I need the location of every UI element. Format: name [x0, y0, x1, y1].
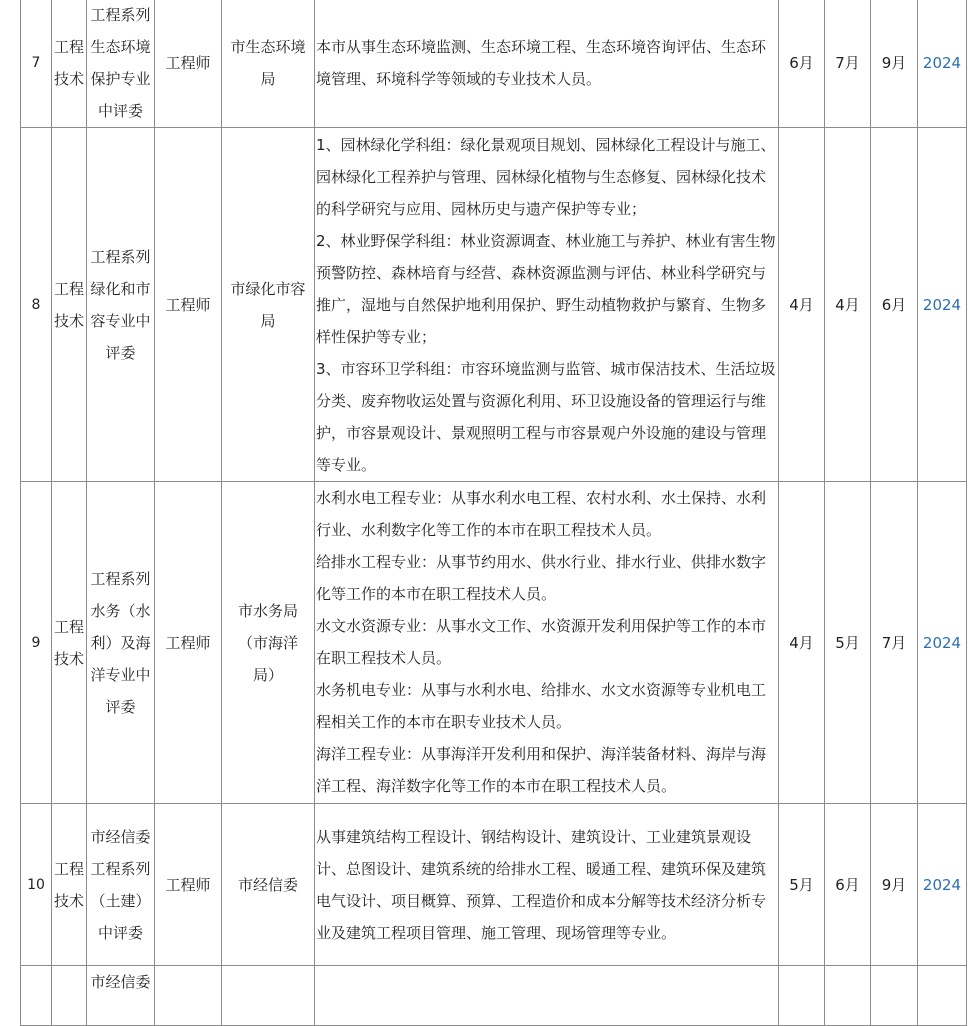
month-cell-2: 6月: [825, 804, 871, 966]
category-cell: [52, 482, 87, 804]
month-cell-1: 5月: [779, 804, 825, 966]
department-cell: [222, 482, 315, 804]
table-row: [21, 0, 967, 128]
committee-text: 市经信委工程系列（土建）中评委: [90, 827, 151, 942]
committee-cell: [87, 128, 155, 482]
description-paragraph: 2、林业野保学科组：林业资源调查、林业施工与养护、林业有害生物预警防控、森林培育与经营、森林资源监测与评估、林业科学研究与推广，湿地与自然保护地利用保护、野生动植物救护与繁育、生物多样性保护等专业；: [316, 232, 776, 346]
description-paragraph: 3、市容环卫学科组：市容环境监测与监管、城市保洁技术、生活垃圾分类、废弃物收运处置与资源化利用、环卫设施设备的管理运行与维护，市容景观设计、景观照明工程与市容景观户外设施的建设与管理等专业。: [316, 360, 776, 474]
title-cell: 工程师: [155, 128, 222, 482]
committee-cell: [87, 0, 155, 128]
description-cell: [315, 482, 779, 804]
month-cell-2: 4月: [825, 128, 871, 482]
evaluation-schedule-table: [20, 0, 967, 1026]
category-cell: [52, 0, 87, 128]
month-cell-1: 4月: [779, 128, 825, 482]
table-row: [21, 482, 967, 804]
committee-text: 工程系列绿化和市容专业中评委: [90, 247, 151, 362]
description-paragraph: 给排水工程专业：从事节约用水、供水行业、排水行业、供排水数字化等工作的本市在职工程技术人员。: [316, 553, 767, 603]
department-cell: [222, 128, 315, 482]
department-text: 市水务局（市海洋局）: [237, 601, 298, 684]
year-link[interactable]: 2024: [918, 128, 967, 482]
title-cell: 工程师: [155, 0, 222, 128]
department-cell: 市经信委: [222, 804, 315, 966]
description-paragraph: 水务机电专业：从事与水利水电、给排水、水文水资源等专业机电工程相关工作的本市在职专业技术人员。: [316, 681, 767, 731]
department-text: 市生态环境局: [230, 38, 306, 88]
year-link[interactable]: 2024: [918, 482, 967, 804]
description-cell: [315, 804, 779, 966]
committee-cell: [87, 482, 155, 804]
month-cell-3: 9月: [871, 804, 918, 966]
row-number: 8: [21, 128, 52, 482]
category-cell: [52, 804, 87, 966]
committee-text: 市经信委: [90, 973, 151, 991]
table-row: [21, 804, 967, 966]
category-text: 工程技术: [53, 279, 84, 330]
month-cell-3: 9月: [871, 0, 918, 128]
committee-text: 工程系列生态环境保护专业中评委: [90, 6, 151, 120]
category-cell: [52, 128, 87, 482]
row-number: 9: [21, 482, 52, 804]
department-text: 市绿化市容局: [230, 279, 306, 330]
row-number: 10: [21, 804, 52, 966]
month-cell-2: 5月: [825, 482, 871, 804]
month-cell-1: 6月: [779, 0, 825, 128]
category-text: 工程技术: [53, 617, 84, 668]
row-number: 7: [21, 0, 52, 128]
description-paragraph: 水文水资源专业：从事水文工作、水资源开发利用保护等工作的本市在职工程技术人员。: [316, 617, 767, 667]
month-cell-3: 7月: [871, 482, 918, 804]
description-paragraph: 本市从事生态环境监测、生态环境工程、生态环境咨询评估、生态环境管理、环境科学等领域的专业技术人员。: [316, 38, 767, 88]
committee-cell: [87, 804, 155, 966]
title-cell: 工程师: [155, 482, 222, 804]
committee-text: 工程系列水务（水利）及海洋专业中评委: [90, 569, 151, 716]
description-cell: [315, 128, 779, 482]
year-link[interactable]: 2024: [918, 804, 967, 966]
description-paragraph: 从事建筑结构工程设计、钢结构设计、建筑设计、工业建筑景观设计、总图设计、建筑系统的给排水工程、暖通工程、建筑环保及建筑电气设计、项目概算、预算、工程造价和成本分解等技术经济分析专业及建筑工程项目管理、施工管理、现场管理等专业。: [316, 827, 767, 942]
category-text: 工程技术: [53, 859, 84, 910]
description-paragraph: 水利水电工程专业：从事水利水电工程、农村水利、水土保持、水利行业、水利数字化等工作的本市在职工程技术人员。: [316, 489, 767, 539]
month-cell-2: 7月: [825, 0, 871, 128]
month-cell-1: 4月: [779, 482, 825, 804]
category-text: 工程技术: [53, 38, 84, 88]
description-cell: [315, 0, 779, 128]
year-link[interactable]: 2024: [918, 0, 967, 128]
description-paragraph: 1、园林绿化学科组：绿化景观项目规划、园林绿化工程设计与施工、园林绿化工程养护与管理、园林绿化植物与生态修复、园林绿化技术的科学研究与应用、园林历史与遗产保护等专业；: [316, 136, 776, 218]
department-cell: [222, 0, 315, 128]
title-cell: 工程师: [155, 804, 222, 966]
month-cell-3: 6月: [871, 128, 918, 482]
table-row: [21, 128, 967, 482]
description-paragraph: 海洋工程专业：从事海洋开发利用和保护、海洋装备材料、海岸与海洋工程、海洋数字化等工作的本市在职工程技术人员。: [316, 745, 767, 795]
